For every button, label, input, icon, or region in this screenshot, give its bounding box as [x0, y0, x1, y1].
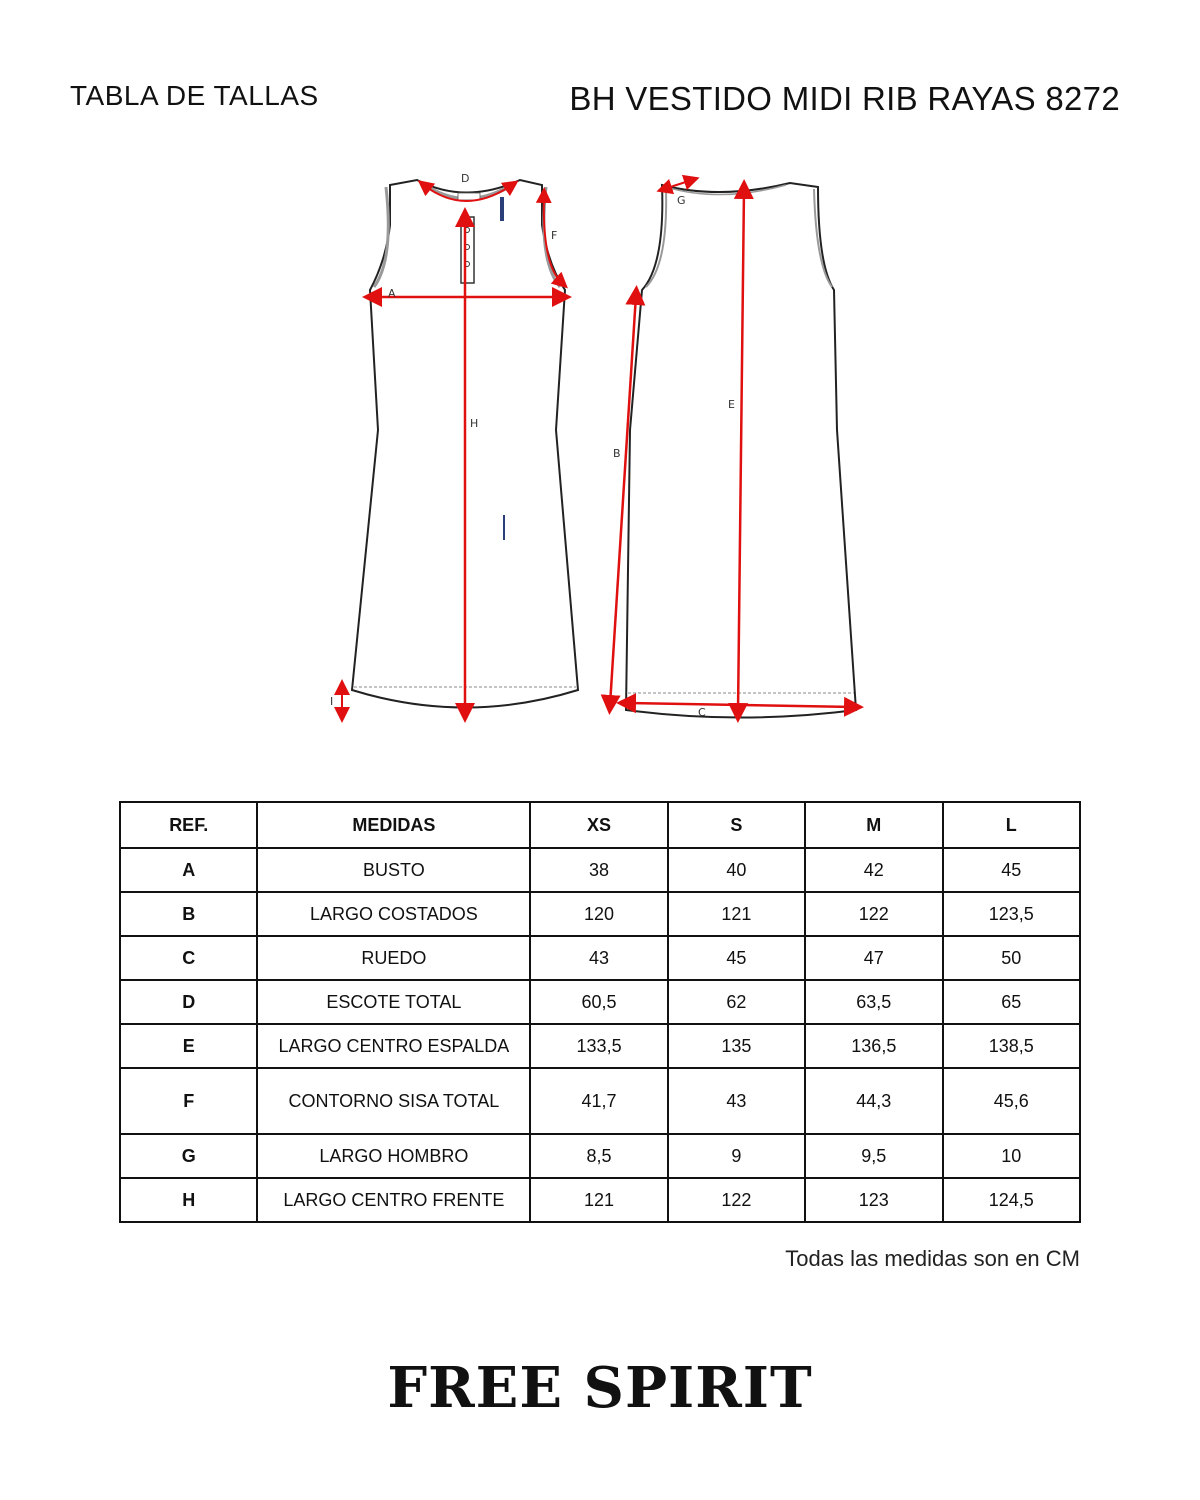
cell-measure: LARGO CENTRO ESPALDA: [257, 1024, 530, 1068]
col-header-s: S: [668, 802, 805, 848]
col-header-m: M: [805, 802, 942, 848]
front-view: [330, 172, 578, 715]
cell-ref: H: [120, 1178, 257, 1222]
cell-s: 9: [668, 1134, 805, 1178]
cell-m: 42: [805, 848, 942, 892]
cell-ref: G: [120, 1134, 257, 1178]
table-row: [120, 936, 1080, 980]
cell-measure: LARGO HOMBRO: [257, 1134, 530, 1178]
neck-label: [458, 193, 480, 200]
product-title: BH VESTIDO MIDI RIB RAYAS 8272: [569, 80, 1120, 117]
col-header-ref: REF.: [120, 802, 257, 848]
table-row: [120, 892, 1080, 936]
label-c: C: [698, 706, 706, 719]
label-i: I: [330, 695, 334, 708]
cell-xs: 41,7: [530, 1068, 667, 1134]
cell-l: 138,5: [943, 1024, 1080, 1068]
cell-ref: B: [120, 892, 257, 936]
units-note: Todas las medidas son en CM: [785, 1246, 1080, 1271]
cell-xs: 133,5: [530, 1024, 667, 1068]
size-table: [119, 801, 1081, 1223]
cell-ref: F: [120, 1068, 257, 1134]
table-row: [120, 1068, 1080, 1134]
col-header-xs: XS: [530, 802, 667, 848]
cell-ref: D: [120, 980, 257, 1024]
cell-measure: LARGO COSTADOS: [257, 892, 530, 936]
cell-s: 122: [668, 1178, 805, 1222]
label-e: E: [728, 398, 735, 411]
cell-xs: 120: [530, 892, 667, 936]
cell-l: 10: [943, 1134, 1080, 1178]
col-header-l: L: [943, 802, 1080, 848]
label-b: B: [613, 447, 621, 460]
garment-diagram: [320, 165, 880, 735]
cell-m: 136,5: [805, 1024, 942, 1068]
cell-measure: CONTORNO SISA TOTAL: [257, 1068, 530, 1134]
cell-l: 50: [943, 936, 1080, 980]
cell-m: 63,5: [805, 980, 942, 1024]
cell-ref: C: [120, 936, 257, 980]
cell-s: 121: [668, 892, 805, 936]
cell-l: 124,5: [943, 1178, 1080, 1222]
cell-m: 47: [805, 936, 942, 980]
table-header-row: [120, 802, 1080, 848]
cell-m: 9,5: [805, 1134, 942, 1178]
label-f: F: [551, 229, 558, 242]
cell-measure: RUEDO: [257, 936, 530, 980]
cell-s: 45: [668, 936, 805, 980]
cell-xs: 8,5: [530, 1134, 667, 1178]
label-a: A: [388, 287, 396, 300]
cell-l: 45: [943, 848, 1080, 892]
side-tag: [500, 197, 504, 221]
label-g: G: [677, 194, 686, 207]
cell-xs: 43: [530, 936, 667, 980]
table-row: [120, 1024, 1080, 1068]
cell-measure: ESCOTE TOTAL: [257, 980, 530, 1024]
table-row: [120, 848, 1080, 892]
cell-l: 123,5: [943, 892, 1080, 936]
cell-l: 45,6: [943, 1068, 1080, 1134]
cell-xs: 121: [530, 1178, 667, 1222]
col-header-measures: MEDIDAS: [257, 802, 530, 848]
cell-measure: LARGO CENTRO FRENTE: [257, 1178, 530, 1222]
label-h: H: [470, 417, 479, 430]
cell-measure: BUSTO: [257, 848, 530, 892]
cell-m: 44,3: [805, 1068, 942, 1134]
label-d: D: [461, 172, 470, 185]
table-row: [120, 1134, 1080, 1178]
cell-ref: E: [120, 1024, 257, 1068]
cell-xs: 38: [530, 848, 667, 892]
dress-technical-drawing: [320, 165, 880, 735]
table-row: [120, 1178, 1080, 1222]
cell-m: 122: [805, 892, 942, 936]
cell-s: 135: [668, 1024, 805, 1068]
cell-ref: A: [120, 848, 257, 892]
cell-m: 123: [805, 1178, 942, 1222]
brand-logo: FREE SPIRIT: [387, 1355, 813, 1421]
cell-xs: 60,5: [530, 980, 667, 1024]
cell-l: 65: [943, 980, 1080, 1024]
cell-s: 62: [668, 980, 805, 1024]
table-row: [120, 980, 1080, 1024]
cell-s: 40: [668, 848, 805, 892]
cell-s: 43: [668, 1068, 805, 1134]
back-view: [610, 180, 856, 719]
page-subtitle: TABLA DE TALLAS: [70, 80, 319, 111]
